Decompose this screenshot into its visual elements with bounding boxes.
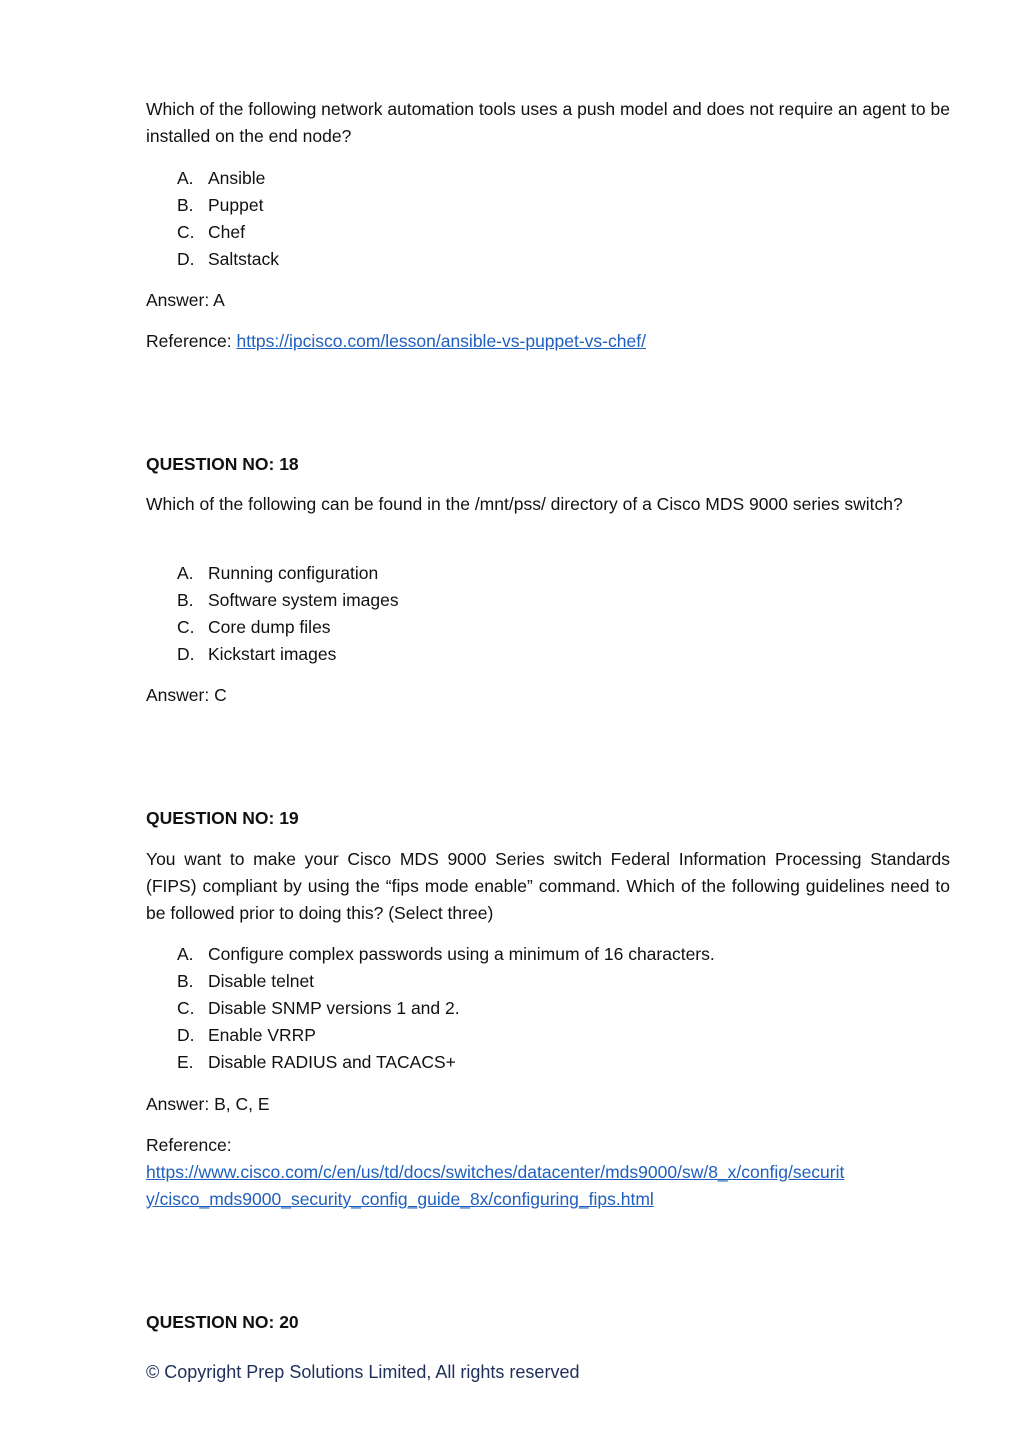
option-text: Chef	[208, 222, 245, 242]
option-letter: B.	[177, 971, 194, 991]
option-letter: E.	[177, 1052, 194, 1072]
question-17-reference	[146, 328, 646, 355]
option-letter: B.	[177, 195, 194, 215]
question-17-answer: Answer: A	[146, 290, 225, 310]
question-19-reference	[146, 1132, 950, 1213]
question-18-heading: QUESTION NO: 18	[146, 454, 299, 474]
option-text: Kickstart images	[208, 644, 337, 664]
question-17-text: Which of the following network automation tools uses a push model and does not require an agent to be installed on the end node?	[146, 99, 950, 146]
option-letter: C.	[177, 222, 195, 242]
option-text: Enable VRRP	[208, 1025, 316, 1045]
option-text: Ansible	[208, 168, 266, 188]
option-letter: D.	[177, 644, 195, 664]
question-19-heading: QUESTION NO: 19	[146, 808, 299, 828]
option-letter: A.	[177, 168, 194, 188]
reference-link[interactable]: https://ipcisco.com/lesson/ansible-vs-puppet-vs-chef/	[236, 331, 646, 351]
option-text: Core dump files	[208, 617, 331, 637]
question-18-answer: Answer: C	[146, 685, 227, 705]
option-letter: C.	[177, 617, 195, 637]
reference-link-line-2[interactable]: y/cisco_mds9000_security_config_guide_8x/configuring_fips.html	[146, 1189, 654, 1209]
reference-label: Reference:	[146, 1135, 232, 1155]
option-text: Software system images	[208, 590, 399, 610]
option-letter: A.	[177, 563, 194, 583]
question-20-heading: QUESTION NO: 20	[146, 1312, 299, 1332]
option-letter: A.	[177, 944, 194, 964]
option-text: Configure complex passwords using a minimum of 16 characters.	[208, 944, 715, 964]
question-19-answer: Answer: B, C, E	[146, 1094, 270, 1114]
option-letter: B.	[177, 590, 194, 610]
option-text: Running configuration	[208, 563, 379, 583]
option-letter: D.	[177, 249, 195, 269]
option-letter: C.	[177, 998, 195, 1018]
question-18-text: Which of the following can be found in the /mnt/pss/ directory of a Cisco MDS 9000 series switch?	[146, 494, 903, 514]
option-text: Disable telnet	[208, 971, 315, 991]
copyright-footer: © Copyright Prep Solutions Limited, All rights reserved	[146, 1362, 580, 1382]
question-19-text: You want to make your Cisco MDS 9000 Series switch Federal Information Processing Standards (FIPS) compliant by using the “fips mode enable” command. Which of the following guidelines need to be followed prior to doing this? (Select three)	[146, 849, 950, 923]
option-text: Saltstack	[208, 249, 279, 269]
option-text: Puppet	[208, 195, 264, 215]
reference-link-line-1[interactable]: https://www.cisco.com/c/en/us/td/docs/switches/datacenter/mds9000/sw/8_x/config/securit	[146, 1162, 845, 1182]
option-letter: D.	[177, 1025, 195, 1045]
option-text: Disable RADIUS and TACACS+	[208, 1052, 456, 1072]
reference-label: Reference:	[146, 331, 237, 351]
option-text: Disable SNMP versions 1 and 2.	[208, 998, 460, 1018]
